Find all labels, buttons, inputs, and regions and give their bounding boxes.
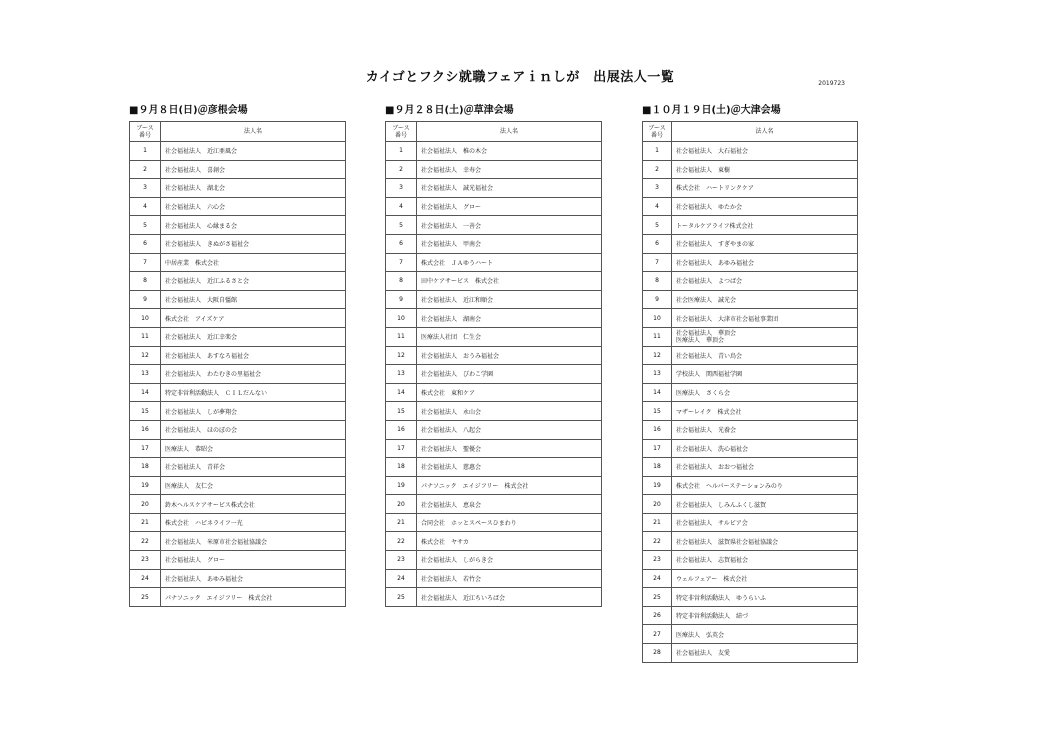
corporation-name: 社会福祉法人 湖北会 [161,179,346,198]
booth-number: 1 [386,142,417,161]
table-row [386,588,602,607]
booth-number: 25 [643,588,672,607]
table-row [643,458,858,477]
table-row [643,439,858,458]
booth-number: 8 [386,272,417,291]
booth-number: 26 [643,606,672,625]
corporation-name: 社会福祉法人 すぎやまの家 [672,234,858,253]
corporation-name: 株式会社 アイズケア [161,309,346,328]
booth-number: 25 [130,588,161,607]
table-row [643,160,858,179]
table-row [643,272,858,291]
corporation-name: 株式会社 ハートリンクケア [672,179,858,198]
table-row [643,346,858,365]
booth-number: 20 [386,495,417,514]
table-row [130,439,346,458]
corporation-name: トータルケアライフ株式会社 [672,216,858,235]
booth-number: 6 [643,234,672,253]
table-row [643,142,858,161]
table-row [643,197,858,216]
table-row [643,402,858,421]
booth-number: 21 [386,513,417,532]
booth-number: 14 [643,383,672,402]
corporation-name: 社会福祉法人 あゆみ福祉会 [161,569,346,588]
booth-number: 21 [643,513,672,532]
table-row [386,383,602,402]
corporation-name: 社会福祉法人 しみんふくし滋賀 [672,495,858,514]
booth-number: 6 [386,234,417,253]
table-row [643,383,858,402]
corporation-name: 社会福祉法人 ゆたか会 [672,197,858,216]
booth-number: 18 [386,458,417,477]
table-row [130,327,346,346]
corporation-name: 社会福祉法人 グロー [417,197,602,216]
table-row [643,179,858,198]
corporation-name: パナソニック エイジフリー 株式会社 [161,588,346,607]
corporation-name: 社会福祉法人 幸寿会 [417,160,602,179]
booth-number: 5 [643,216,672,235]
corporation-name: 鈴木ヘルスケアサービス株式会社 [161,495,346,514]
table-row [130,253,346,272]
corporation-name: 社会福祉法人 誠光福祉会 [417,179,602,198]
table-row [130,142,346,161]
booth-number: 19 [643,476,672,495]
booth-number: 7 [643,253,672,272]
corporation-name: 社会福祉法人 近江亜風会 [161,142,346,161]
exhibitor-table [129,121,346,607]
corporation-name-header: 法人名 [417,122,602,142]
booth-number: 22 [130,532,161,551]
table-row [130,309,346,328]
booth-number: 8 [643,272,672,291]
table-row [643,420,858,439]
booth-number: 4 [130,197,161,216]
booth-number: 7 [130,253,161,272]
document-title: カイゴとフクシ就職フェアｉｎしが 出展法人一覧 [365,70,675,85]
corporation-name: 社会福祉法人 近江ふるさと会 [161,272,346,291]
booth-number: 22 [386,532,417,551]
table-row [130,569,346,588]
corporation-name: 医療法人社団 仁生会 [417,327,602,346]
booth-number: 24 [130,569,161,588]
booth-number: 15 [643,402,672,421]
table-row [386,476,602,495]
corporation-name: 社会福祉法人 おおつ福祉会 [672,458,858,477]
section-hikone [129,104,346,607]
booth-number: 10 [643,309,672,328]
corporation-name: 社会福祉法人 志賀福祉会 [672,551,858,570]
table-row [386,179,602,198]
booth-number: 2 [386,160,417,179]
table-row [386,439,602,458]
booth-number: 23 [130,551,161,570]
corporation-name: 特定非営利活動法人 結づ [672,606,858,625]
corporation-name: 医療法人 友仁会 [161,476,346,495]
corporation-name: 株式会社 ヤサカ [417,532,602,551]
table-row [130,532,346,551]
booth-number: 19 [386,476,417,495]
corporation-name: 社会福祉法人 きぬがさ福祉会 [161,234,346,253]
table-row [386,551,602,570]
document-date-code: 2019723 [818,80,845,87]
table-row [386,365,602,384]
corporation-name: 社会福祉法人 わたむきの里福祉会 [161,365,346,384]
booth-number: 27 [643,625,672,644]
table-row [386,197,602,216]
booth-number-header: ブース 番号 [386,122,417,142]
table-row [643,532,858,551]
corporation-name: 社会福祉法人 六心会 [161,197,346,216]
corporation-name: 社会福祉法人 びわこ学園 [417,365,602,384]
corporation-name: 学校法人 関西福祉学園 [672,365,858,384]
booth-number: 8 [130,272,161,291]
corporation-name: 医療法人 恭昭会 [161,439,346,458]
corporation-name: パナソニック エイジフリー 株式会社 [417,476,602,495]
booth-number: 1 [643,142,672,161]
booth-number: 9 [643,290,672,309]
corporation-name-header: 法人名 [161,122,346,142]
table-header-row [643,122,858,142]
table-row [386,346,602,365]
corporation-name: 社会福祉法人 友愛 [672,644,858,663]
corporation-name: 社会福祉法人 しが夢翔会 [161,402,346,421]
corporation-name: 社会福祉法人 大阪自彊館 [161,290,346,309]
booth-number: 11 [130,327,161,346]
booth-number: 25 [386,588,417,607]
table-row [130,346,346,365]
table-row [130,365,346,384]
booth-number: 15 [130,402,161,421]
booth-number: 17 [130,439,161,458]
booth-number: 18 [643,458,672,477]
booth-number: 12 [643,346,672,365]
table-row [643,495,858,514]
table-row [130,458,346,477]
table-row [386,513,602,532]
booth-number: 3 [643,179,672,198]
corporation-name: 社会福祉法人 米原市社会福祉協議会 [161,532,346,551]
booth-number: 20 [130,495,161,514]
corporation-name: 株式会社 ヘルパーステーションみのり [672,476,858,495]
exhibitor-table [385,121,602,607]
table-row [643,290,858,309]
corporation-name: 社会福祉法人 慈惠会 [417,458,602,477]
corporation-name: 社会医療法人 誠光会 [672,290,858,309]
corporation-name: 社会福祉法人 湖南会 [417,309,602,328]
corporation-name: 社会福祉法人 おうみ福祉会 [417,346,602,365]
corporation-name: 株式会社 ハピネライフ一光 [161,513,346,532]
booth-number: 18 [130,458,161,477]
table-header-row [386,122,602,142]
table-row [130,272,346,291]
booth-number: 23 [643,551,672,570]
booth-number: 5 [386,216,417,235]
section-heading: ■９月２８日(土)＠草津会場 [385,105,514,116]
booth-number: 28 [643,644,672,663]
corporation-name: 社会福祉法人 恵泉会 [417,495,602,514]
booth-number: 7 [386,253,417,272]
table-row [130,495,346,514]
booth-number-header: ブース 番号 [130,122,161,142]
exhibitor-table [642,121,858,663]
booth-number: 17 [643,439,672,458]
table-row [643,569,858,588]
table-row [130,216,346,235]
table-row [386,160,602,179]
table-row [386,309,602,328]
booth-number: 4 [643,197,672,216]
booth-number: 13 [130,365,161,384]
booth-number: 21 [130,513,161,532]
table-row [130,420,346,439]
table-row [130,383,346,402]
booth-number: 24 [386,569,417,588]
booth-number: 20 [643,495,672,514]
corporation-name: 社会福祉法人 グロー [161,551,346,570]
corporation-name: 社会福祉法人 近江和順会 [417,290,602,309]
table-row [386,272,602,291]
table-row [386,458,602,477]
corporation-name: 社会福祉法人 ほのぼの会 [161,420,346,439]
corporation-name: 社会福祉法人 東樹 [672,160,858,179]
section-heading: ■１０月１９日(土)＠大津会場 [642,105,781,116]
corporation-name: 中居産業 株式会社 [161,253,346,272]
corporation-name: 社会福祉法人 滋賀県社会福祉協議会 [672,532,858,551]
table-row [130,160,346,179]
table-row [643,476,858,495]
table-row [130,551,346,570]
corporation-name: 社会福祉法人 華頂会 医療法人 華頂会 [672,327,858,346]
table-row [643,327,858,346]
table-row [130,402,346,421]
corporation-name: 特定非営利活動法人 ＣＩＬだんない [161,383,346,402]
corporation-name: 社会福祉法人 一善会 [417,216,602,235]
table-row [386,402,602,421]
table-row [386,142,602,161]
corporation-name: 社会福祉法人 サルビア会 [672,513,858,532]
booth-number: 13 [386,365,417,384]
booth-number: 17 [386,439,417,458]
corporation-name: 社会福祉法人 青祥会 [161,458,346,477]
table-row [130,513,346,532]
booth-number: 3 [386,179,417,198]
booth-number: 6 [130,234,161,253]
booth-number: 16 [130,420,161,439]
corporation-name: 社会福祉法人 大石福祉会 [672,142,858,161]
table-row [643,551,858,570]
table-row [643,588,858,607]
table-row [130,588,346,607]
booth-number: 1 [130,142,161,161]
table-row [130,290,346,309]
corporation-name: 社会福祉法人 近江幸楽会 [161,327,346,346]
corporation-name: 社会福祉法人 青い鳥会 [672,346,858,365]
table-row [130,234,346,253]
section-heading: ■９月８日(日)＠彦根会場 [129,105,248,116]
corporation-name: 特定非営利活動法人 ゆうらいふ [672,588,858,607]
table-row [130,197,346,216]
corporation-name: ウェルフェアー 株式会社 [672,569,858,588]
corporation-name: マザーレイク 株式会社 [672,402,858,421]
corporation-name: 社会福祉法人 喜創会 [161,160,346,179]
corporation-name: 社会福祉法人 洗心福祉会 [672,439,858,458]
table-row [386,420,602,439]
booth-number: 14 [130,383,161,402]
table-row [130,179,346,198]
table-row [643,234,858,253]
booth-number: 23 [386,551,417,570]
table-row [386,532,602,551]
table-row [130,476,346,495]
booth-number: 24 [643,569,672,588]
corporation-name: 社会福祉法人 八起会 [417,420,602,439]
booth-number: 9 [130,290,161,309]
booth-number: 2 [643,160,672,179]
table-row [386,234,602,253]
corporation-name: 株式会社 東和ケア [417,383,602,402]
corporation-name: 社会福祉法人 椎の木会 [417,142,602,161]
table-header-row [130,122,346,142]
table-row [386,327,602,346]
corporation-name: 社会福祉法人 永山会 [417,402,602,421]
booth-number: 10 [386,309,417,328]
table-row [643,216,858,235]
table-row [643,253,858,272]
corporation-name: 医療法人 さくら会 [672,383,858,402]
section-kusatsu [385,104,602,607]
booth-number: 22 [643,532,672,551]
booth-number: 3 [130,179,161,198]
section-otsu [642,104,858,663]
booth-number: 15 [386,402,417,421]
corporation-name: 株式会社 ＪＡゆうハート [417,253,602,272]
booth-number: 11 [386,327,417,346]
corporation-name: 社会福祉法人 大津市社会福祉事業団 [672,309,858,328]
corporation-name: 社会福祉法人 光養会 [672,420,858,439]
table-row [643,625,858,644]
corporation-name: 合同会社 ホッとスペースひまわり [417,513,602,532]
table-row [643,644,858,663]
corporation-name: 社会福祉法人 よつば会 [672,272,858,291]
booth-number: 14 [386,383,417,402]
table-row [386,495,602,514]
corporation-name: 社会福祉法人 しがらき会 [417,551,602,570]
booth-number: 16 [643,420,672,439]
booth-number-header: ブース 番号 [643,122,672,142]
booth-number: 13 [643,365,672,384]
table-row [643,513,858,532]
corporation-name: 社会福祉法人 近江ちいろば会 [417,588,602,607]
booth-number: 11 [643,327,672,346]
table-row [386,216,602,235]
booth-number: 12 [130,346,161,365]
booth-number: 2 [130,160,161,179]
table-row [386,569,602,588]
booth-number: 5 [130,216,161,235]
table-row [643,606,858,625]
corporation-name: 社会福祉法人 心縁まる会 [161,216,346,235]
corporation-name: 社会福祉法人 あすなろ福祉会 [161,346,346,365]
corporation-name: 医療法人 弘英会 [672,625,858,644]
booth-number: 19 [130,476,161,495]
corporation-name: 社会福祉法人 聖優会 [417,439,602,458]
corporation-name: 社会福祉法人 甲南会 [417,234,602,253]
table-row [643,309,858,328]
booth-number: 9 [386,290,417,309]
booth-number: 16 [386,420,417,439]
corporation-name: 社会福祉法人 あゆみ福祉会 [672,253,858,272]
corporation-name: 田中ケアサービス 株式会社 [417,272,602,291]
corporation-name: 社会福祉法人 若竹会 [417,569,602,588]
table-row [386,290,602,309]
booth-number: 4 [386,197,417,216]
table-row [643,365,858,384]
booth-number: 12 [386,346,417,365]
table-row [386,253,602,272]
corporation-name-header: 法人名 [672,122,858,142]
booth-number: 10 [130,309,161,328]
